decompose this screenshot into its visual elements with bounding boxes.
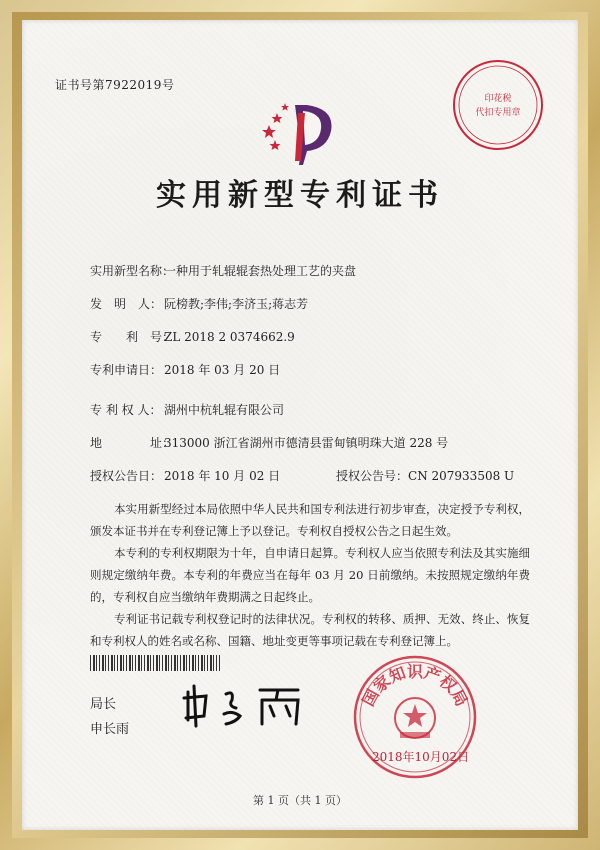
director-name: 申长雨 [90, 722, 130, 737]
field-label: 授权公告日： [90, 469, 163, 483]
certificate-title: 实用新型专利证书 [156, 178, 444, 213]
seal-text: 国家知识产权局 [358, 662, 472, 710]
field-value: ZL 2018 2 0374662.9 [164, 330, 295, 344]
field-value: 湖州中杭轧辊有限公司 [164, 403, 285, 417]
paragraph: 本实用新型经过本局依照中华人民共和国专利法进行初步审查，决定授予专利权，颁发本证书并在专利登记簿上予以登记。专利权自授权公告之日起生效。 [90, 502, 530, 538]
patent-number-row [90, 328, 295, 345]
application-date-row [90, 361, 280, 378]
field-value: 一种用于轧辊辊套热处理工艺的夹盘 [164, 264, 357, 278]
field-label: 发 明 人： [90, 297, 163, 311]
field-label: 地 址： [90, 436, 175, 450]
barcode [90, 655, 220, 671]
seal-date: 2018年10月02日 [372, 750, 470, 764]
svg-text:国家知识产权局 [359, 662, 472, 709]
certificate-body [90, 498, 530, 652]
patent-office-logo-icon [255, 95, 345, 165]
certificate-number: 证书号第7922019号 [55, 78, 175, 92]
field-label: 专利申请日： [90, 363, 163, 377]
field-label: 实用新型名称： [90, 264, 175, 278]
field-label: 专 利 号： [90, 330, 175, 344]
field-value: 2018 年 10 月 02 日 [164, 469, 281, 483]
field-label: 专 利 权 人： [90, 403, 162, 417]
field-label: 授权公告号： [336, 469, 409, 483]
patentee-row [90, 401, 284, 418]
grant-date-row [90, 467, 280, 484]
paragraph: 专利证书记载专利权登记时的法律状况。专利权的转移、质押、无效、终止、恢复和专利权人的姓名或名称、国籍、地址变更等事项记载在专利登记簿上。 [90, 612, 530, 648]
field-value: 阮榜教;李伟;李济玉;蒋志芳 [164, 297, 309, 311]
grant-number-row [336, 467, 514, 484]
page-number: 第 1 页（共 1 页） [253, 794, 347, 807]
field-value: CN 207933508 U [408, 469, 515, 483]
paragraph: 本专利的专利权期限为十年，自申请日起算。专利权人应当依照专利法及其实施细则规定缴纳年费。本专利的年费应当在每年 03 月 20 日前缴纳。未按照规定缴纳年费的，专利权自应当缴纳年费期满之日起终止。 [90, 546, 530, 604]
field-value: 2018 年 03 月 20 日 [164, 363, 281, 377]
tax-seal-icon [448, 55, 548, 155]
address-row [90, 434, 448, 451]
inventors-row [90, 295, 308, 312]
svg-text:印花税: 印花税 [484, 94, 512, 104]
field-value: 313000 浙江省湖州市德清县雷甸镇明珠大道 228 号 [164, 436, 449, 450]
director-signature [180, 680, 320, 730]
utility-model-name-row [90, 262, 356, 279]
svg-text:代扣专用章: 代扣专用章 [475, 108, 521, 118]
director-title: 局长 [90, 697, 117, 712]
